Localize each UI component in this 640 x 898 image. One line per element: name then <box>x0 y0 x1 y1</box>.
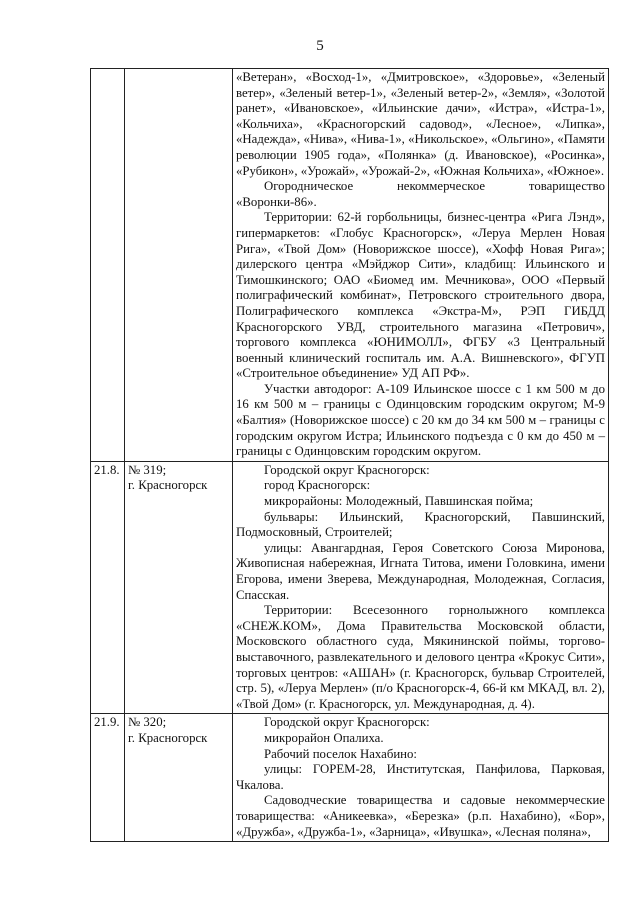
description-paragraph: Огородническое некоммерческое товарищество «Воронки-86». <box>236 179 605 209</box>
description-paragraph: бульвары: Ильинский, Красногорский, Павшинский, Подмосковный, Строителей; <box>236 509 605 540</box>
description-paragraph: Городской округ Красногорск: <box>264 715 430 730</box>
description-cell <box>233 461 609 714</box>
district-city: г. Красногорск <box>128 478 208 493</box>
table-body <box>91 69 609 842</box>
description-paragraph: Территории: Всесезонного горнолыжного комплекса «СНЕЖ.КОМ», Дома Правительства Московской области, Московского областного суда, Мякининской поймы, торгово-выставочного, развлекательного и делового центра «Крокус Сити», торговых центров: «АШАН» (г. Красногорск, бульвар Строителей, стр. 5), «Леруа Мерлен» (п/о Красногорск-4, 66-й км МКАД, вл. 2), «Твой Дом» (г. Красногорск, ул. Международная, д. 4). <box>236 603 605 711</box>
row-number: 21.8. <box>91 461 125 714</box>
page-number: 5 <box>316 38 324 54</box>
table-row <box>91 461 609 714</box>
description-cell <box>233 69 609 462</box>
districts-table <box>90 68 609 842</box>
description-paragraph: микрорайоны: Молодежный, Павшинская пойма; <box>264 494 534 509</box>
district-number: № 320; <box>128 715 167 730</box>
district-cell <box>125 69 233 462</box>
description-paragraph: Садоводческие товарищества и садовые некоммерческие товарищества: «Аникеевка», «Березка» (р.п. Нахабино), «Бор», «Дружба», «Дружба-1», «Зарница», «Ивушка», «Лесная поляна», <box>236 793 605 839</box>
table-row <box>91 69 609 462</box>
description-paragraph: Рабочий поселок Нахабино: <box>264 746 417 761</box>
description-paragraph: Городской округ Красногорск: <box>264 462 430 477</box>
district-cell <box>125 714 233 842</box>
description-paragraph: Участки автодорог: А-109 Ильинское шоссе с 1 км 500 м до 16 км 500 м – границы с Одинцовским городским округом; М-9 «Балтия» (Новорижское шоссе) с 20 км до 34 км 500 м – границы с городским округом Истра; Ильинского подъезда с 0 км до 450 м – границы с Одинцовским городским округом. <box>236 381 605 459</box>
description-paragraph: «Ветеран», «Восход-1», «Дмитровское», «Здоровье», «Зеленый ветер», «Зеленый ветер-1», «Зеленый ветер-2», «Земля», «Золотой ранет», «Ивановское», «Ильинские дачи», «Истра», «Истра-1», «Кольчиха», «Красногорский садовод», «Лесное», «Липка», «Надежда», «Нива», «Нива-1», «Никольское», «Ольгино», «Памяти революции 1905 года», «Полянка» (д. Ивановское), «Росинка», «Рубикон», «Урожай», «Урожай-2», «Южная Кольчиха», «Южное». <box>236 70 605 178</box>
row-number <box>91 69 125 462</box>
district-number: № 319; <box>128 462 167 477</box>
row-number: 21.9. <box>91 714 125 842</box>
description-cell <box>233 714 609 842</box>
description-paragraph: город Красногорск: <box>264 478 371 493</box>
description-paragraph: улицы: Авангардная, Героя Советского Союза Миронова, Живописная набережная, Игната Титова, имени Головкина, имени Егорова, имени Зверева, Международная, Молодежная, Согласия, Спасская. <box>236 540 605 602</box>
table-row <box>91 714 609 842</box>
district-cell <box>125 461 233 714</box>
description-paragraph: микрорайон Опалиха. <box>264 730 384 745</box>
description-paragraph: Территории: 62-й горбольницы, бизнес-центра «Рига Лэнд», гипермаркетов: «Глобус Красногорск», «Леруа Мерлен Новая Рига», «Твой Дом» (Новорижское шоссе), «Хофф Новая Рига»; дилерского центра «Мэйджор Сити», кладбищ: Ильинского и Тимошкинского; ОАО «Биомед им. Мечникова», ООО «Первый полиграфический комбинат», Петровского строительного двора, Полиграфического комплекса «Экстра-М», РЭП ГИБДД Красногорского УВД, строительного магазина «Петрович», торгового комплекса «ЮНИМОЛЛ», ФГБУ «3 Центральный военный клинический госпиталь им. А.А. Вишневского», ФГУП «Строительное объединение» УД АП РФ». <box>236 210 605 381</box>
description-paragraph: улицы: ГОРЕМ-28, Институтская, Панфилова, Парковая, Чкалова. <box>236 762 605 792</box>
district-city: г. Красногорск <box>128 730 208 745</box>
